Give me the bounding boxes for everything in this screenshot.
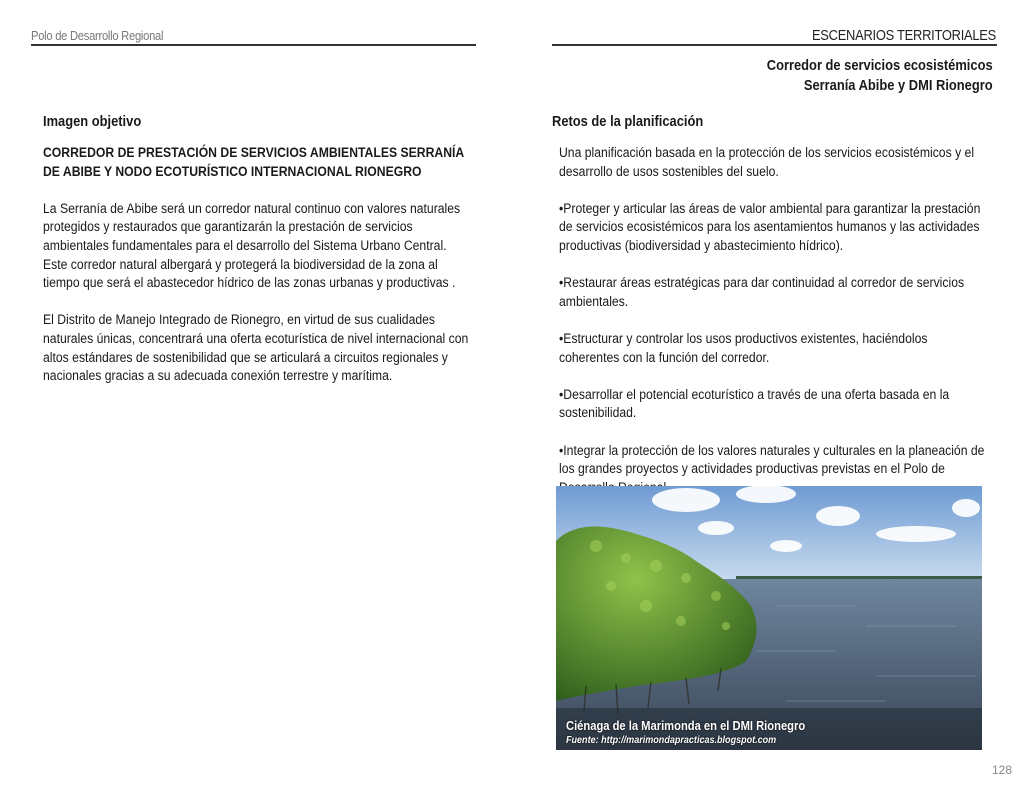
bullet-item: •Proteger y articular las áreas de valor ambiental para garantizar la prestación de servicios ecosistémicos para los asentamientos humanos y las actividades productivas (biodiversidad y abastecimiento hídrico). (559, 200, 981, 254)
caption-source: Fuente: http://marimondapracticas.blogspot.com (566, 734, 777, 746)
bullet-item: •Integrar la protección de los valores naturales y culturales en la planeación de los grandes proyectos y actividades productivas previstas en el Polo de (559, 442, 985, 478)
page-number: 128 (991, 763, 1012, 777)
heading-imagen-objetivo: Imagen objetivo (43, 113, 142, 130)
bullet-item: •Restaurar áreas estratégicas para dar continuidad al corredor de servicios ambientales. (559, 275, 965, 310)
mangrove-photo-illustration (556, 486, 982, 750)
right-column-text (559, 144, 985, 516)
paragraph-distrito: El Distrito de Manejo Integrado de Rionegro, en virtud de sus cualidades naturales únicas, concentrará una oferta ecoturística de nivel internacional con altos estándares de sostenibilidad que se articulará a circuitos regionales y nacionales gracias a su adecuada conexión terrestre y marítima. (43, 312, 469, 385)
running-header-right: ESCENARIOS TERRITORIALES (811, 27, 996, 44)
objective-title (43, 144, 473, 181)
subtitle-line-2: Serranía Abibe y DMI Rionegro (804, 77, 993, 94)
retos-intro: Una planificación basada en la protección de los servicios ecosistémicos y el desarrollo de usos sostenibles del suelo. (559, 145, 975, 180)
objective-title-line-2: DE ABIBE Y NODO ECOTURÍSTICO INTERNACIONAL RIONEGRO (43, 163, 422, 180)
left-column-text (43, 144, 473, 404)
bullet-item: •Desarrollar el potencial ecoturístico a través de una oferta basada en la sostenibilidad. (559, 386, 950, 422)
bullet-item: •Estructurar y controlar los usos productivos existentes, haciéndolos coherentes con la función del corredor. (559, 330, 928, 366)
heading-retos: Retos de la planificación (552, 113, 704, 130)
caption-title: Ciénaga de la Marimonda en el DMI Rionegro (566, 718, 806, 733)
subtitle-line-1: Corredor de servicios ecosistémicos (767, 57, 993, 74)
header-rule-left (31, 44, 476, 46)
mangrove-photo (556, 486, 982, 750)
paragraph-serrania: La Serranía de Abibe será un corredor natural continuo con valores naturales protegidos y restaurados que garantizarán la prestación de servicios ambientales fundamentales para el desarrollo del Sistema Urbano Central. Este corredor natural albergará y protegerá la biodiversidad de la zona al tiempo que será el abastecedor hídrico de las zonas urbanas y productivas . (43, 200, 461, 292)
section-subtitle (767, 56, 993, 96)
running-header-left: Polo de Desarrollo Regional (31, 28, 164, 43)
header-rule-right (552, 44, 997, 46)
objective-title-line-1: CORREDOR DE PRESTACIÓN DE SERVICIOS AMBIENTALES SERRANÍA (43, 145, 465, 161)
photo-caption (566, 718, 844, 746)
